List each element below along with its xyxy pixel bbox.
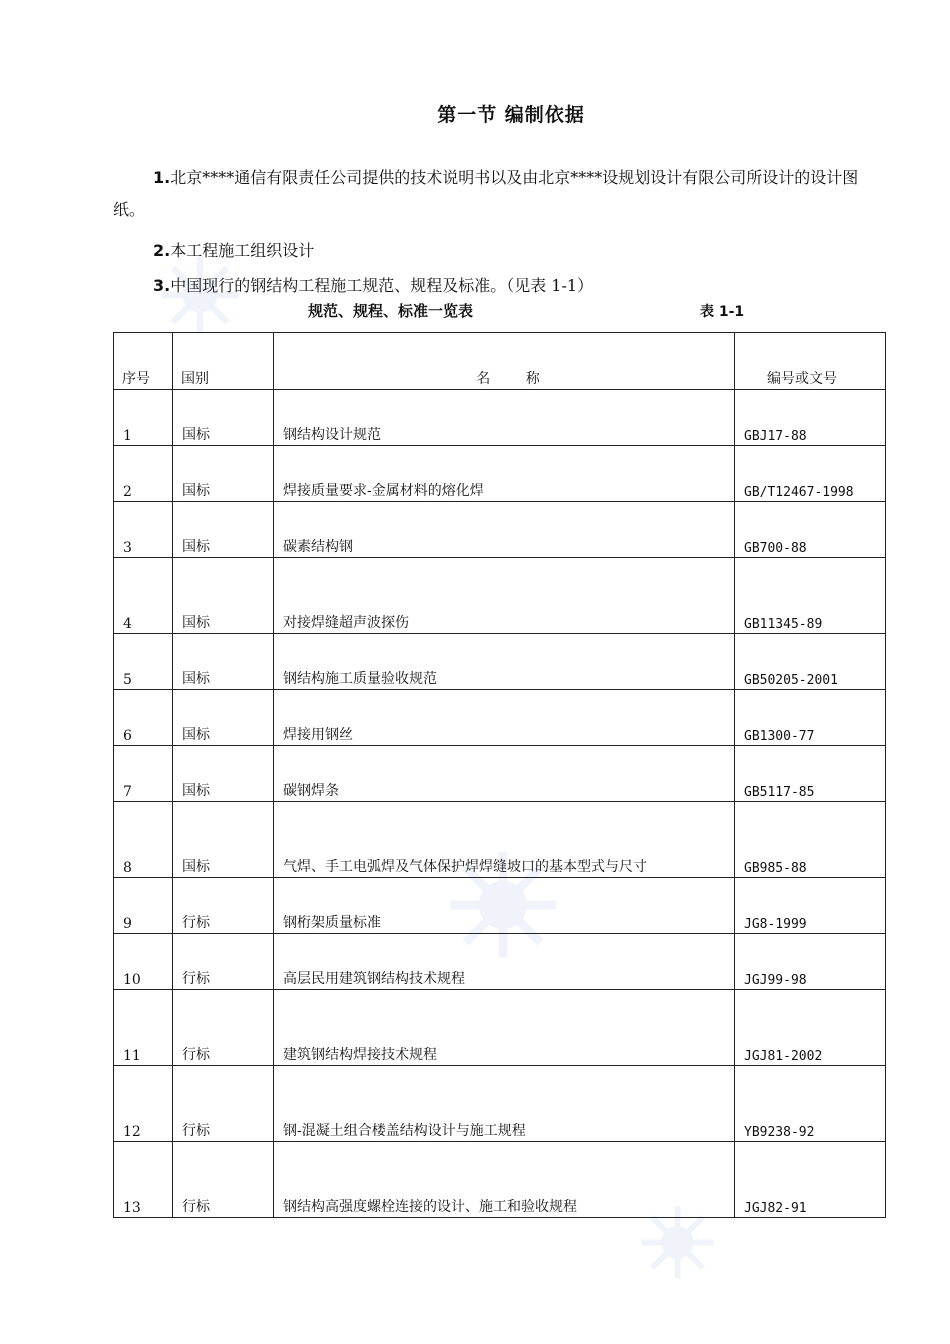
cell-no: 10 — [114, 934, 173, 990]
cell-name: 气焊、手工电弧焊及气体保护焊焊缝坡口的基本型式与尺寸 — [274, 802, 735, 878]
cell-country: 行标 — [173, 990, 274, 1066]
cell-country: 国标 — [173, 802, 274, 878]
table-row — [114, 502, 886, 558]
cell-name: 钢结构设计规范 — [274, 390, 735, 446]
table-row — [114, 558, 886, 634]
page-title: 第一节 编制依据 — [437, 104, 585, 126]
header-no: 序号 — [114, 333, 173, 390]
cell-country: 行标 — [173, 1066, 274, 1142]
table-number: 表 1-1 — [700, 304, 745, 320]
cell-country: 行标 — [173, 878, 274, 934]
table-row — [114, 1066, 886, 1142]
cell-no: 7 — [114, 746, 173, 802]
cell-name: 焊接用钢丝 — [274, 690, 735, 746]
table-row — [114, 802, 886, 878]
cell-country: 国标 — [173, 746, 274, 802]
paragraph-text: 中国现行的钢结构工程施工规范、规程及标准。（见表 1-1） — [170, 276, 594, 295]
paragraph-2 — [113, 235, 873, 267]
cell-code: JGJ81-2002 — [735, 990, 886, 1066]
table-row — [114, 878, 886, 934]
paragraph-number: 3. — [153, 276, 171, 295]
table-caption: 规范、规程、标准一览表 — [308, 302, 474, 320]
cell-code: YB9238-92 — [735, 1066, 886, 1142]
cell-country: 国标 — [173, 690, 274, 746]
cell-name: 高层民用建筑钢结构技术规程 — [274, 934, 735, 990]
paragraph-text: 北京****通信有限责任公司提供的技术说明书以及由北京****设规划设计有限公司所设计的设计图纸。 — [113, 168, 859, 219]
cell-name: 焊接质量要求-金属材料的熔化焊 — [274, 446, 735, 502]
paragraph-3 — [113, 270, 873, 302]
cell-name: 对接焊缝超声波探伤 — [274, 558, 735, 634]
cell-country: 国标 — [173, 634, 274, 690]
cell-country: 国标 — [173, 502, 274, 558]
cell-code: GBJ17-88 — [735, 390, 886, 446]
cell-code: GB11345-89 — [735, 558, 886, 634]
cell-country: 国标 — [173, 558, 274, 634]
cell-no: 12 — [114, 1066, 173, 1142]
cell-no: 3 — [114, 502, 173, 558]
cell-code: JG8-1999 — [735, 878, 886, 934]
paragraph-number: 1. — [153, 168, 171, 187]
table-row — [114, 390, 886, 446]
cell-no: 5 — [114, 634, 173, 690]
cell-name: 钢桁架质量标准 — [274, 878, 735, 934]
cell-country: 国标 — [173, 446, 274, 502]
table-row — [114, 746, 886, 802]
cell-country: 行标 — [173, 1142, 274, 1218]
cell-name: 钢结构高强度螺栓连接的设计、施工和验收规程 — [274, 1142, 735, 1218]
cell-no: 6 — [114, 690, 173, 746]
table-header-row — [114, 333, 886, 390]
cell-country: 行标 — [173, 934, 274, 990]
paragraph-number: 2. — [153, 241, 171, 260]
cell-code: GB1300-77 — [735, 690, 886, 746]
cell-no: 9 — [114, 878, 173, 934]
cell-name: 钢结构施工质量验收规范 — [274, 634, 735, 690]
cell-code: GB50205-2001 — [735, 634, 886, 690]
cell-code: GB/T12467-1998 — [735, 446, 886, 502]
cell-code: GB5117-85 — [735, 746, 886, 802]
table-row — [114, 634, 886, 690]
cell-no: 2 — [114, 446, 173, 502]
cell-name: 钢-混凝土组合楼盖结构设计与施工规程 — [274, 1066, 735, 1142]
cell-no: 1 — [114, 390, 173, 446]
table-row — [114, 446, 886, 502]
table-row — [114, 990, 886, 1066]
cell-country: 国标 — [173, 390, 274, 446]
cell-name: 碳钢焊条 — [274, 746, 735, 802]
cell-code: JGJ82-91 — [735, 1142, 886, 1218]
table-row — [114, 934, 886, 990]
paragraph-text: 本工程施工组织设计 — [170, 241, 315, 260]
cell-no: 4 — [114, 558, 173, 634]
header-name: 名 称 — [274, 333, 735, 390]
cell-code: GB985-88 — [735, 802, 886, 878]
cell-code: GB700-88 — [735, 502, 886, 558]
header-country: 国别 — [173, 333, 274, 390]
cell-code: JGJ99-98 — [735, 934, 886, 990]
table-row — [114, 690, 886, 746]
cell-no: 8 — [114, 802, 173, 878]
cell-no: 11 — [114, 990, 173, 1066]
cell-no: 13 — [114, 1142, 173, 1218]
table-row — [114, 1142, 886, 1218]
cell-name: 碳素结构钢 — [274, 502, 735, 558]
standards-table — [113, 332, 886, 1218]
cell-name: 建筑钢结构焊接技术规程 — [274, 990, 735, 1066]
header-code: 编号或文号 — [735, 333, 886, 390]
paragraph-1 — [113, 162, 873, 226]
